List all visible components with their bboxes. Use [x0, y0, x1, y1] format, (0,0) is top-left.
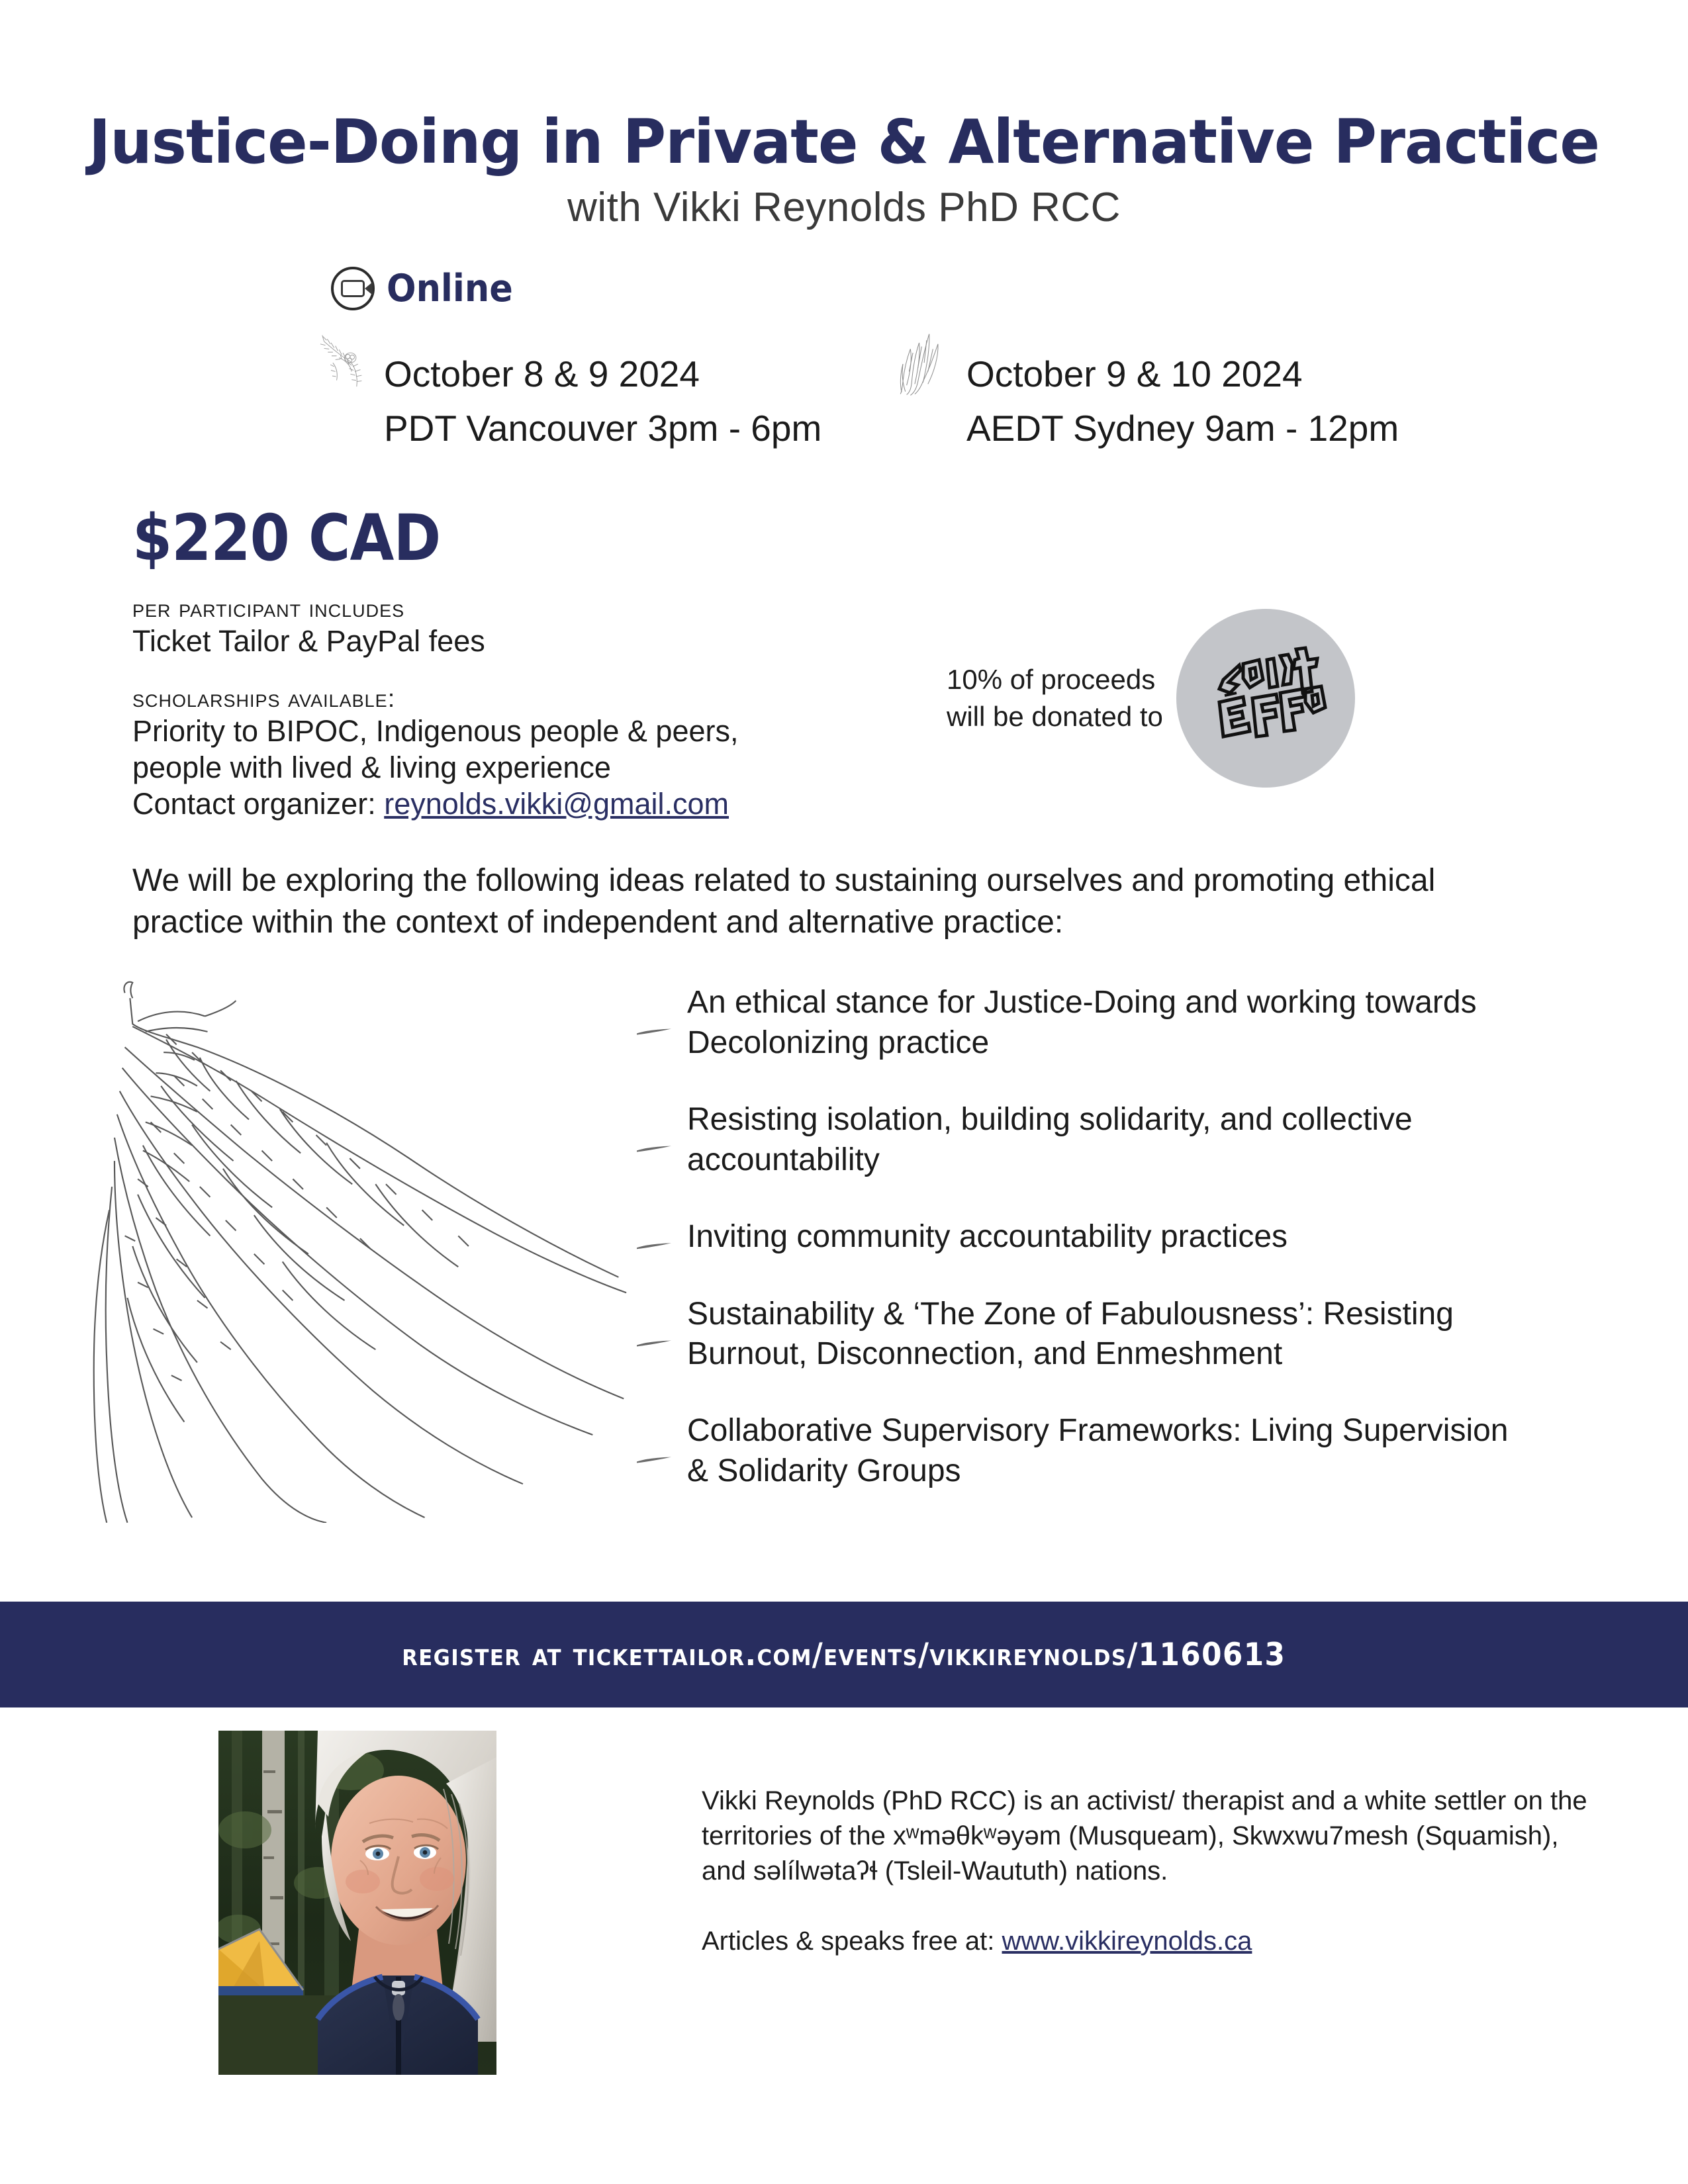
page-title: Justice-Doing in Private & Alternative Practice — [89, 107, 1599, 177]
bio-paragraph: Vikki Reynolds (PhD RCC) is an activist/ therapist and a white settler on the territories of the xʷməθkʷəyəm (Musqueam), Skwxwu7mesh (Squamish), and səlílwətaʔɬ (Tsleil-Waututh) nations. — [702, 1786, 1587, 1886]
page-subtitle: with Vikki Reynolds PhD RCC — [567, 184, 1121, 230]
brush-dash-icon — [635, 1118, 673, 1180]
brush-dash-icon — [635, 1313, 673, 1375]
brush-dash-icon — [635, 1430, 673, 1491]
contact-line — [132, 786, 947, 823]
bio-links-prefix: Articles & speaks free at: — [702, 1926, 1002, 1956]
schedule-date: October 8 & 9 2024 — [384, 353, 700, 394]
format-label: Online — [387, 266, 513, 310]
list-item-label: Inviting community accountability practices — [687, 1219, 1288, 1255]
schedule-item-vancouver — [311, 330, 894, 449]
list-item-label: Collaborative Supervisory Frameworks: Living Supervision & Solidarity Groups — [687, 1413, 1509, 1488]
joint-effort-graffiti-icon — [1199, 632, 1332, 764]
list-item — [635, 1411, 1509, 1491]
schedule-item-sydney — [894, 330, 1476, 449]
contact-prefix: Contact organizer: — [132, 786, 385, 821]
list-item — [635, 983, 1509, 1063]
cedar-sprig-icon — [311, 330, 375, 399]
poster-header — [0, 0, 1688, 231]
price-includes-detail: Ticket Tailor & PayPal fees — [132, 623, 485, 658]
list-item-label: Resisting isolation, building solidarity, and collective accountability — [687, 1102, 1413, 1177]
bio-section — [0, 1731, 1688, 2075]
register-banner[interactable] — [0, 1602, 1688, 1707]
pricing-and-donation — [0, 501, 1688, 823]
schedule-date: October 9 & 10 2024 — [966, 353, 1303, 394]
list-item — [635, 1295, 1509, 1375]
register-link-text[interactable]: register at tickettailor.com/events/vikkireynolds/1160613 — [402, 1636, 1286, 1673]
scholarships-line-2: people with lived & living experience — [132, 750, 611, 784]
format-row — [331, 267, 1688, 310]
list-item — [635, 1217, 1509, 1257]
donation-line-1: 10% of proceeds — [947, 664, 1156, 696]
avatar — [218, 1731, 496, 2075]
intro-paragraph: We will be exploring the following ideas related to sustaining ourselves and promoting ethical practice within the context of independent and alternative practice: — [132, 863, 1436, 940]
topics-list — [635, 983, 1509, 1528]
pricing-block — [132, 501, 947, 823]
schedule-row — [0, 330, 1688, 449]
donation-text — [947, 661, 1163, 735]
video-camera-icon — [331, 267, 375, 310]
price-includes-label: per participant includes — [132, 594, 405, 623]
scholarships-line-1: Priority to BIPOC, Indigenous people & peers, — [132, 713, 739, 748]
website-link[interactable]: www.vikkireynolds.ca — [1002, 1926, 1252, 1956]
brush-dash-icon — [635, 1236, 673, 1257]
list-item-label: An ethical stance for Justice-Doing and working towards Decolonizing practice — [687, 985, 1477, 1060]
eucalyptus-sprig-icon — [894, 330, 957, 399]
price-amount: $220 CAD — [132, 500, 441, 575]
organizer-email-link[interactable]: reynolds.vikki@gmail.com — [384, 786, 729, 821]
scholarships-label: scholarships available: — [132, 684, 396, 713]
list-item-label: Sustainability & ‘The Zone of Fabulousness’: Resisting Burnout, Disconnection, and Enmeshment — [687, 1296, 1454, 1371]
bio-links-line — [702, 1924, 1589, 1959]
bio-text-block — [702, 1731, 1589, 2075]
donation-line-2: will be donated to — [947, 700, 1163, 732]
joint-effort-logo — [1176, 609, 1355, 788]
schedule-time: PDT Vancouver 3pm - 6pm — [384, 407, 822, 449]
portrait-photo — [218, 1731, 496, 2075]
donation-block — [947, 501, 1542, 823]
list-item — [635, 1100, 1509, 1180]
root-illustration — [86, 967, 629, 1523]
brush-dash-icon — [635, 1001, 673, 1063]
topics-section — [0, 967, 1688, 1510]
schedule-time: AEDT Sydney 9am - 12pm — [966, 407, 1399, 449]
